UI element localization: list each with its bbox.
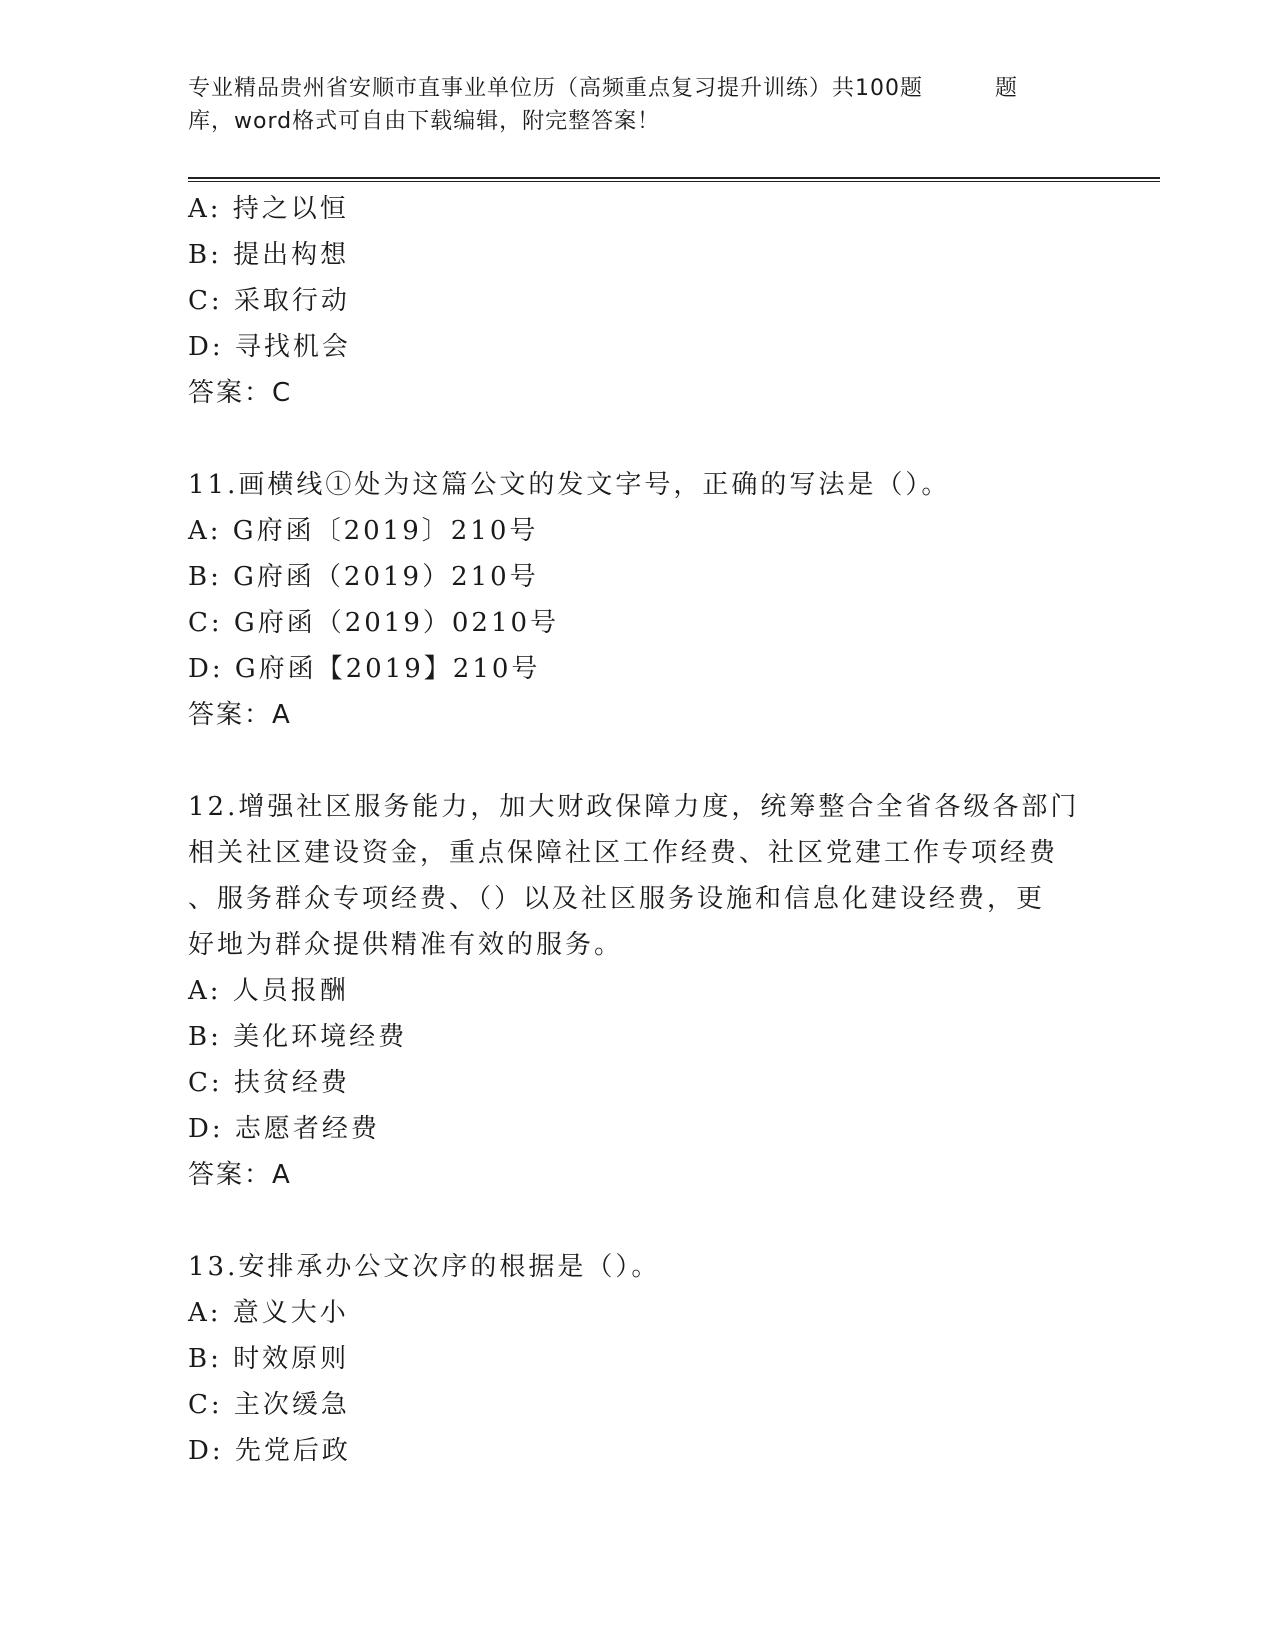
question-stem: 13.安排承办公文次序的根据是（）。 bbox=[188, 1252, 661, 1282]
option-b: B: G府函（2019）210号 bbox=[188, 562, 539, 592]
page-header bbox=[188, 72, 1088, 138]
header-title-line-2: 库，word格式可自由下载编辑，附完整答案！ bbox=[188, 109, 661, 134]
option-d: D: 寻找机会 bbox=[188, 332, 351, 362]
stem-line: 相关社区建设资金，重点保障社区工作经费、社区党建工作专项经费 bbox=[188, 838, 1059, 868]
question-13 bbox=[188, 1244, 1088, 1474]
question-stem: 11.画横线①处为这篇公文的发文字号，正确的写法是（）。 bbox=[188, 470, 951, 500]
header-title-tail: 题 bbox=[995, 76, 1019, 101]
header-divider bbox=[188, 177, 1160, 182]
option-d: D: 志愿者经费 bbox=[188, 1114, 380, 1144]
question-stem bbox=[188, 784, 1088, 968]
header-title-line-1 bbox=[188, 72, 1088, 105]
option-a: A: G府函〔2019〕210号 bbox=[188, 516, 539, 546]
option-b: B: 时效原则 bbox=[188, 1344, 350, 1374]
option-d: D: G府函【2019】210号 bbox=[188, 654, 541, 684]
answer: 答案：C bbox=[188, 378, 293, 408]
answer: 答案：A bbox=[188, 700, 292, 730]
header-title-main: 专业精品贵州省安顺市直事业单位历（高频重点复习提升训练）共100题 bbox=[188, 76, 923, 101]
option-c: C: 扶贫经费 bbox=[188, 1068, 350, 1098]
option-c: C: G府函（2019）0210号 bbox=[188, 608, 560, 638]
stem-line: 12.增强社区服务能力，加大财政保障力度，统筹整合全省各级各部门 bbox=[188, 792, 1080, 822]
option-c: C: 采取行动 bbox=[188, 286, 350, 316]
question-10 bbox=[188, 186, 1088, 416]
option-a: A: 人员报酬 bbox=[188, 976, 349, 1006]
option-b: B: 美化环境经费 bbox=[188, 1022, 408, 1052]
stem-line: 好地为群众提供精准有效的服务。 bbox=[188, 930, 624, 960]
stem-line: 、服务群众专项经费、（）以及社区服务设施和信息化建设经费，更 bbox=[188, 884, 1046, 914]
question-12 bbox=[188, 784, 1088, 1198]
option-a: A: 持之以恒 bbox=[188, 194, 349, 224]
option-b: B: 提出构想 bbox=[188, 240, 350, 270]
document-body bbox=[188, 186, 1088, 1474]
option-c: C: 主次缓急 bbox=[188, 1390, 350, 1420]
answer: 答案：A bbox=[188, 1160, 292, 1190]
question-11 bbox=[188, 462, 1088, 738]
option-a: A: 意义大小 bbox=[188, 1298, 349, 1328]
option-d: D: 先党后政 bbox=[188, 1436, 351, 1466]
